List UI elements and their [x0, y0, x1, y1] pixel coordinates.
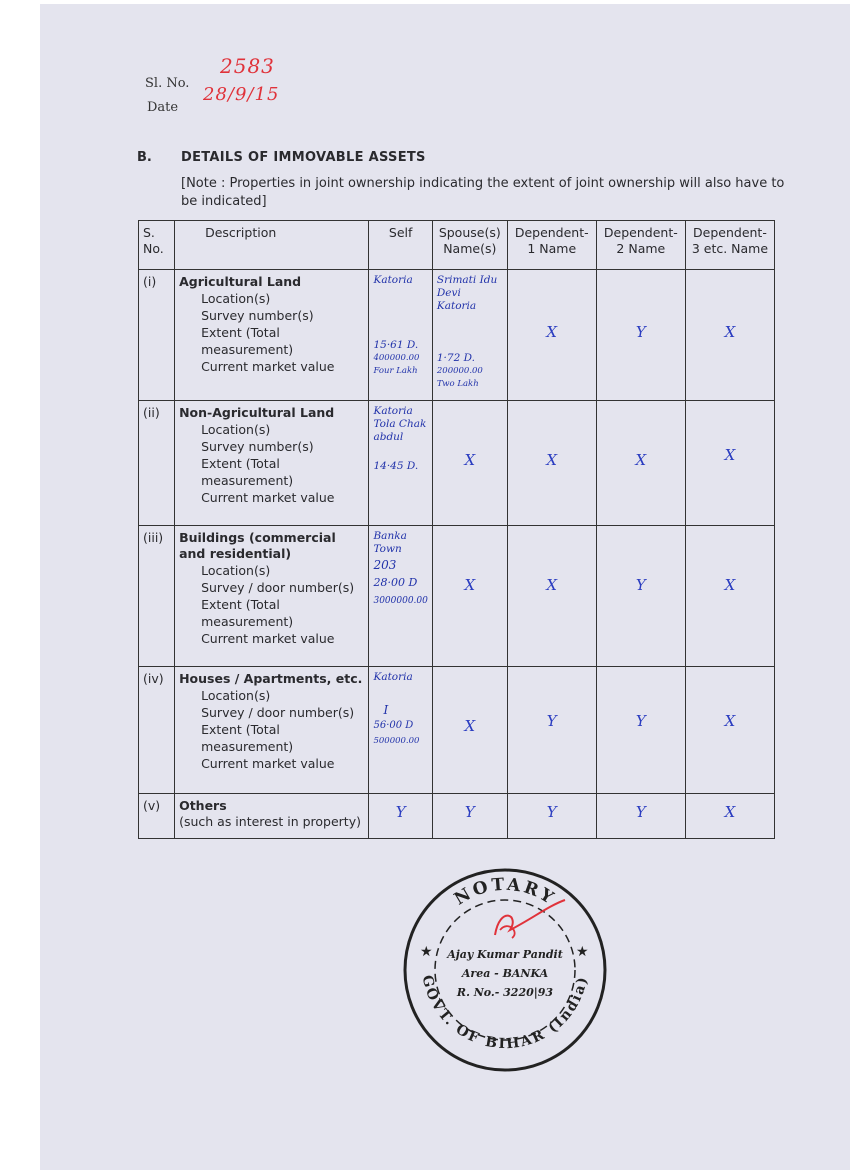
handwritten-entry: 15·61 D.: [373, 339, 419, 351]
handwritten-mark: X: [464, 451, 476, 469]
handwritten-entry: Four Lakh: [373, 366, 418, 376]
handwritten-mark: X: [546, 322, 558, 341]
self-cell: [369, 794, 432, 839]
handwritten-mark: Y: [635, 803, 646, 821]
handwritten-mark: X: [724, 803, 736, 821]
handwritten-mark: Y: [546, 803, 557, 821]
dependent-2-cell: [596, 794, 685, 839]
notary-area: Area - BANKA: [461, 967, 549, 980]
row-item: Extent (Total measurement): [201, 722, 294, 754]
row-subtitle: (such as interest in property): [179, 814, 361, 829]
handwritten-mark: X: [546, 576, 558, 594]
handwritten-mark: Y: [546, 712, 557, 730]
header-description: Description: [175, 221, 369, 270]
handwritten-entry: 14·45 D.: [373, 460, 419, 472]
self-cell: [369, 401, 432, 526]
handwritten-mark: X: [464, 576, 476, 594]
section-title: DETAILS OF IMMOVABLE ASSETS: [181, 150, 426, 165]
row-item: Survey number(s): [201, 439, 314, 454]
handwritten-entry: 400000.00: [373, 353, 420, 363]
immovable-assets-table: [138, 220, 775, 839]
notary-bottom-text: GOVT. OF BIHAR (India): [418, 973, 592, 1053]
handwritten-mark: Y: [635, 576, 646, 594]
row-item: Extent (Total measurement): [201, 456, 294, 488]
spouse-cell: [432, 526, 507, 667]
serial-stamp: [135, 54, 355, 130]
row-sno: (i): [139, 270, 175, 401]
self-cell: [369, 270, 432, 401]
header-self: Self: [369, 221, 432, 270]
scan-margin: [0, 0, 40, 1170]
row-title: Buildings (commercial and residential): [179, 530, 336, 561]
handwritten-mark: Y: [395, 803, 406, 821]
handwritten-entry: I: [383, 703, 389, 717]
row-item: Location(s): [201, 688, 271, 703]
handwritten-entry: Two Lakh: [436, 379, 479, 389]
row-description: [175, 794, 369, 839]
row-item: Current market value: [201, 756, 335, 771]
section-letter: B.: [137, 150, 152, 165]
handwritten-mark: X: [464, 717, 476, 735]
handwritten-entry: 200000.00: [436, 366, 483, 376]
handwritten-entry: abdul: [373, 431, 404, 443]
handwritten-mark: Y: [635, 712, 646, 730]
self-cell: [369, 667, 432, 794]
row-item: Survey number(s): [201, 308, 314, 323]
sl-value: 2583: [220, 54, 275, 78]
row-description: [175, 667, 369, 794]
dependent-3-cell: [685, 526, 774, 667]
row-title: Agricultural Land: [179, 274, 302, 289]
handwritten-entry: 1·72 D.: [436, 352, 475, 364]
handwritten-entry: Katoria: [373, 405, 413, 417]
table-row: [139, 667, 775, 794]
header-spouse: Spouse(s) Name(s): [432, 221, 507, 270]
sl-label: Sl. No.: [145, 76, 190, 91]
row-title: Houses / Apartments, etc.: [179, 671, 363, 686]
notary-top-text: NOTARY: [450, 874, 560, 910]
handwritten-mark: X: [724, 576, 736, 594]
table-row: [139, 526, 775, 667]
handwritten-mark: X: [724, 446, 736, 464]
row-item: Location(s): [201, 422, 271, 437]
handwritten-entry: Banka: [373, 530, 407, 542]
svg-text:NOTARY: [451, 875, 559, 910]
handwritten-mark: X: [724, 322, 736, 341]
handwritten-entry: Katoria: [436, 300, 477, 312]
notary-seal-icon: [400, 860, 610, 1080]
row-item: Current market value: [201, 490, 335, 505]
row-item: Current market value: [201, 359, 335, 374]
row-title: Others: [179, 798, 227, 813]
spouse-cell: [432, 270, 507, 401]
row-sno: (iv): [139, 667, 175, 794]
dependent-1-cell: [507, 794, 596, 839]
row-sno: (v): [139, 794, 175, 839]
date-label: Date: [147, 100, 179, 115]
header-dependent-3: Dependent-3 etc. Name: [685, 221, 774, 270]
handwritten-entry: Katoria: [373, 671, 413, 683]
svg-text:★: ★: [420, 944, 433, 960]
row-item: Survey / door number(s): [201, 705, 355, 720]
dependent-2-cell: [596, 667, 685, 794]
dependent-1-cell: [507, 526, 596, 667]
dependent-1-cell: [507, 401, 596, 526]
notary-stamp: [400, 860, 610, 1080]
row-item: Location(s): [201, 563, 271, 578]
handwritten-entry: Katoria: [373, 274, 413, 286]
notary-reg: R. No.- 3220|93: [456, 986, 554, 999]
handwritten-mark: X: [635, 451, 647, 469]
handwritten-entry: 500000.00: [373, 736, 420, 746]
row-description: [175, 526, 369, 667]
row-sno: (iii): [139, 526, 175, 667]
handwritten-entry: 28·00 D: [373, 576, 418, 589]
row-sno: (ii): [139, 401, 175, 526]
handwritten-entry: Srimati Idu Devi: [436, 274, 498, 299]
row-item: Survey / door number(s): [201, 580, 355, 595]
handwritten-entry: 3000000.00: [373, 596, 428, 606]
header-dependent-1: Dependent-1 Name: [507, 221, 596, 270]
handwritten-mark: X: [724, 712, 736, 730]
dependent-3-cell: [685, 401, 774, 526]
table-row: [139, 270, 775, 401]
dependent-1-cell: [507, 667, 596, 794]
table-row: [139, 401, 775, 526]
dependent-2-cell: [596, 270, 685, 401]
row-item: Extent (Total measurement): [201, 325, 294, 357]
svg-text:★: ★: [576, 944, 589, 960]
handwritten-entry: 56·00 D: [373, 720, 414, 731]
dependent-3-cell: [685, 270, 774, 401]
spouse-cell: [432, 401, 507, 526]
notary-name: Ajay Kumar Pandit: [447, 948, 563, 961]
spouse-cell: [432, 794, 507, 839]
table-row: [139, 794, 775, 839]
row-item: Extent (Total measurement): [201, 597, 294, 629]
dependent-3-cell: [685, 667, 774, 794]
row-item: Location(s): [201, 291, 271, 306]
header-sno: S. No.: [139, 221, 175, 270]
dependent-2-cell: [596, 526, 685, 667]
row-item: Current market value: [201, 631, 335, 646]
row-title: Non-Agricultural Land: [179, 405, 335, 420]
handwritten-mark: X: [546, 451, 558, 469]
dependent-1-cell: [507, 270, 596, 401]
handwritten-mark: Y: [635, 322, 646, 341]
handwritten-entry: Town: [373, 543, 402, 555]
row-description: [175, 401, 369, 526]
table-header-row: [139, 221, 775, 270]
date-value: 28/9/15: [203, 84, 280, 105]
spouse-cell: [432, 667, 507, 794]
dependent-2-cell: [596, 401, 685, 526]
section-note: [Note : Properties in joint ownership indicating the extent of joint ownership will also have to be indicated]: [181, 176, 785, 209]
handwritten-entry: 203: [373, 558, 397, 572]
handwritten-entry: Tola Chak: [373, 418, 427, 430]
dependent-3-cell: [685, 794, 774, 839]
self-cell: [369, 526, 432, 667]
header-dependent-2: Dependent-2 Name: [596, 221, 685, 270]
handwritten-mark: Y: [464, 803, 475, 821]
row-description: [175, 270, 369, 401]
